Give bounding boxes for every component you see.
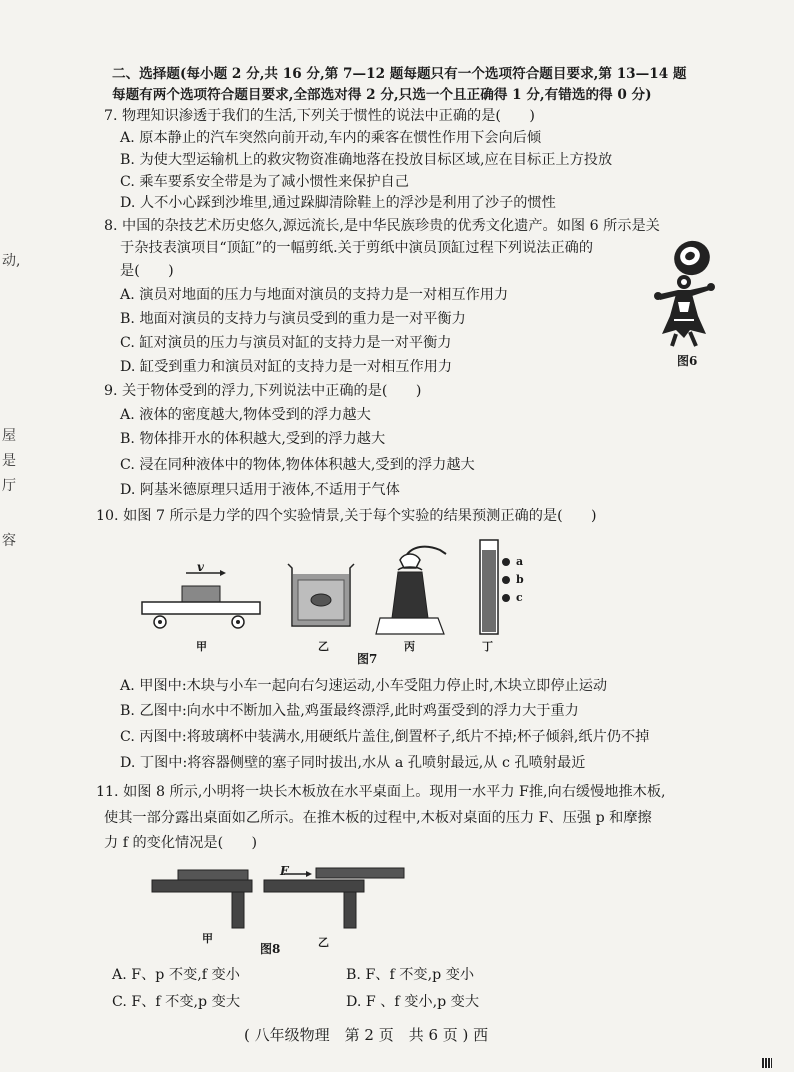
figure7-cylinder-holes-diagram — [476, 538, 526, 636]
q11-option-c: C. F、f 不变,p 变大 — [112, 994, 241, 1010]
q9-stem: 9. 关于物体受到的浮力,下列说法中正确的是( ) — [104, 383, 422, 399]
q8-stem-line2: 于杂技表演项目“顶缸”的一幅剪纸.关于剪纸中演员顶缸过程下列说法正确的 — [120, 240, 594, 256]
margin-char: 是 — [2, 453, 16, 469]
margin-char: 厅 — [2, 478, 16, 494]
q7-option-c: C. 乘车要系安全带是为了减小惯性来保护自己 — [120, 174, 409, 190]
figure7-beaker-egg-diagram — [286, 560, 356, 630]
figure6-papercut-acrobat — [650, 238, 720, 348]
q7-option-b: B. 为使大型运输机上的救灾物资准确地落在投放目标区域,应在目标正上方投放 — [120, 152, 613, 168]
q9-option-d: D. 阿基米德原理只适用于液体,不适用于气体 — [120, 482, 400, 498]
q8-option-c: C. 缸对演员的压力与演员对缸的支持力是一对平衡力 — [120, 335, 452, 351]
q11-stem-line2: 使其一部分露出桌面如乙所示。在推木板的过程中,木板对桌面的压力 F、压强 p 和摩擦 — [104, 810, 652, 826]
figure8-board-jia-diagram — [152, 866, 262, 930]
q10-stem: 10. 如图 7 所示是力学的四个实验情景,关于每个实验的结果预测正确的是( ) — [96, 508, 597, 524]
figure7-label-yi: 乙 — [318, 640, 329, 653]
q8-stem-line1: 8. 中国的杂技艺术历史悠久,源远流长,是中华民族珍贵的优秀文化遗产。如图 6 所示是关 — [104, 218, 660, 234]
q11-stem-line3: 力 f 的变化情况是( ) — [104, 835, 258, 851]
figure7-hole-c-label: c — [516, 591, 523, 604]
q11-option-b: B. F、f 不变,p 变小 — [346, 967, 475, 983]
margin-char: 容 — [2, 533, 16, 549]
figure7-label-bing: 丙 — [404, 640, 415, 653]
q11-option-d: D. F 、f 变小,p 变大 — [346, 994, 480, 1010]
q8-option-b: B. 地面对演员的支持力与演员受到的重力是一对平衡力 — [120, 311, 466, 327]
figure7-inverted-glass-diagram — [376, 540, 448, 636]
scanner-qr-icon — [762, 1058, 772, 1068]
q11-option-a: A. F、p 不变,f 变小 — [112, 967, 240, 983]
margin-char: 屋 — [2, 428, 16, 444]
q7-option-d: D. 人不小心踩到沙堆里,通过跺脚清除鞋上的浮沙是利用了沙子的惯性 — [120, 195, 556, 211]
figure8-force-label: F — [280, 864, 289, 878]
q8-option-a: A. 演员对地面的压力与地面对演员的支持力是一对相互作用力 — [120, 287, 509, 303]
figure7-label-jia: 甲 — [196, 640, 207, 653]
q11-stem-line1: 11. 如图 8 所示,小明将一块长木板放在水平桌面上。现用一水平力 F推,向右缓慢地推木板, — [96, 784, 666, 800]
figure8-label-jia: 甲 — [202, 932, 213, 945]
figure7-caption: 图7 — [357, 652, 378, 666]
q9-option-b: B. 物体排开水的体积越大,受到的浮力越大 — [120, 431, 386, 447]
q9-option-a: A. 液体的密度越大,物体受到的浮力越大 — [120, 407, 371, 423]
margin-char: 动, — [2, 253, 21, 269]
page-footer: ( 八年级物理 第 2 页 共 6 页 ) 西 — [244, 1026, 489, 1044]
q10-option-c: C. 丙图中:将玻璃杯中装满水,用硬纸片盖住,倒置杯子,纸片不掉;杯子倾斜,纸片仍不掉 — [120, 729, 650, 745]
q10-option-a: A. 甲图中:木块与小车一起向右匀速运动,小车受阻力停止时,木块立即停止运动 — [120, 678, 608, 694]
figure8-label-yi: 乙 — [318, 936, 329, 949]
q8-option-d: D. 缸受到重力和演员对缸的支持力是一对相互作用力 — [120, 359, 453, 375]
figure8-caption: 图8 — [260, 942, 281, 956]
figure6-caption: 图6 — [677, 354, 698, 368]
q7-stem: 7. 物理知识渗透于我们的生活,下列关于惯性的说法中正确的是( ) — [104, 108, 535, 124]
q7-option-a: A. 原本静止的汽车突然向前开动,车内的乘客在惯性作用下会向后倾 — [120, 130, 542, 146]
figure7-label-ding: 丁 — [482, 640, 493, 653]
q10-option-d: D. 丁图中:将容器侧壁的塞子同时拔出,水从 a 孔喷射最远,从 c 孔喷射最近 — [120, 755, 586, 771]
figure7-hole-b-label: b — [516, 573, 524, 586]
q9-option-c: C. 浸在同种液体中的物体,物体体积越大,受到的浮力越大 — [120, 457, 475, 473]
figure7-velocity-label: v — [197, 560, 204, 574]
q10-option-b: B. 乙图中:向水中不断加入盐,鸡蛋最终漂浮,此时鸡蛋受到的浮力大于重力 — [120, 703, 579, 719]
figure7-hole-a-label: a — [516, 555, 524, 568]
section-heading-line1: 二、选择题(每小题 2 分,共 16 分,第 7—12 题每题只有一个选项符合题目要求,第 13—14 题 — [112, 66, 687, 82]
section-heading-line2: 每题有两个选项符合题目要求,全部选对得 2 分,只选一个且正确得 1 分,有错选的得 0 分) — [112, 87, 652, 103]
q8-stem-line3: 是( ) — [120, 263, 174, 279]
